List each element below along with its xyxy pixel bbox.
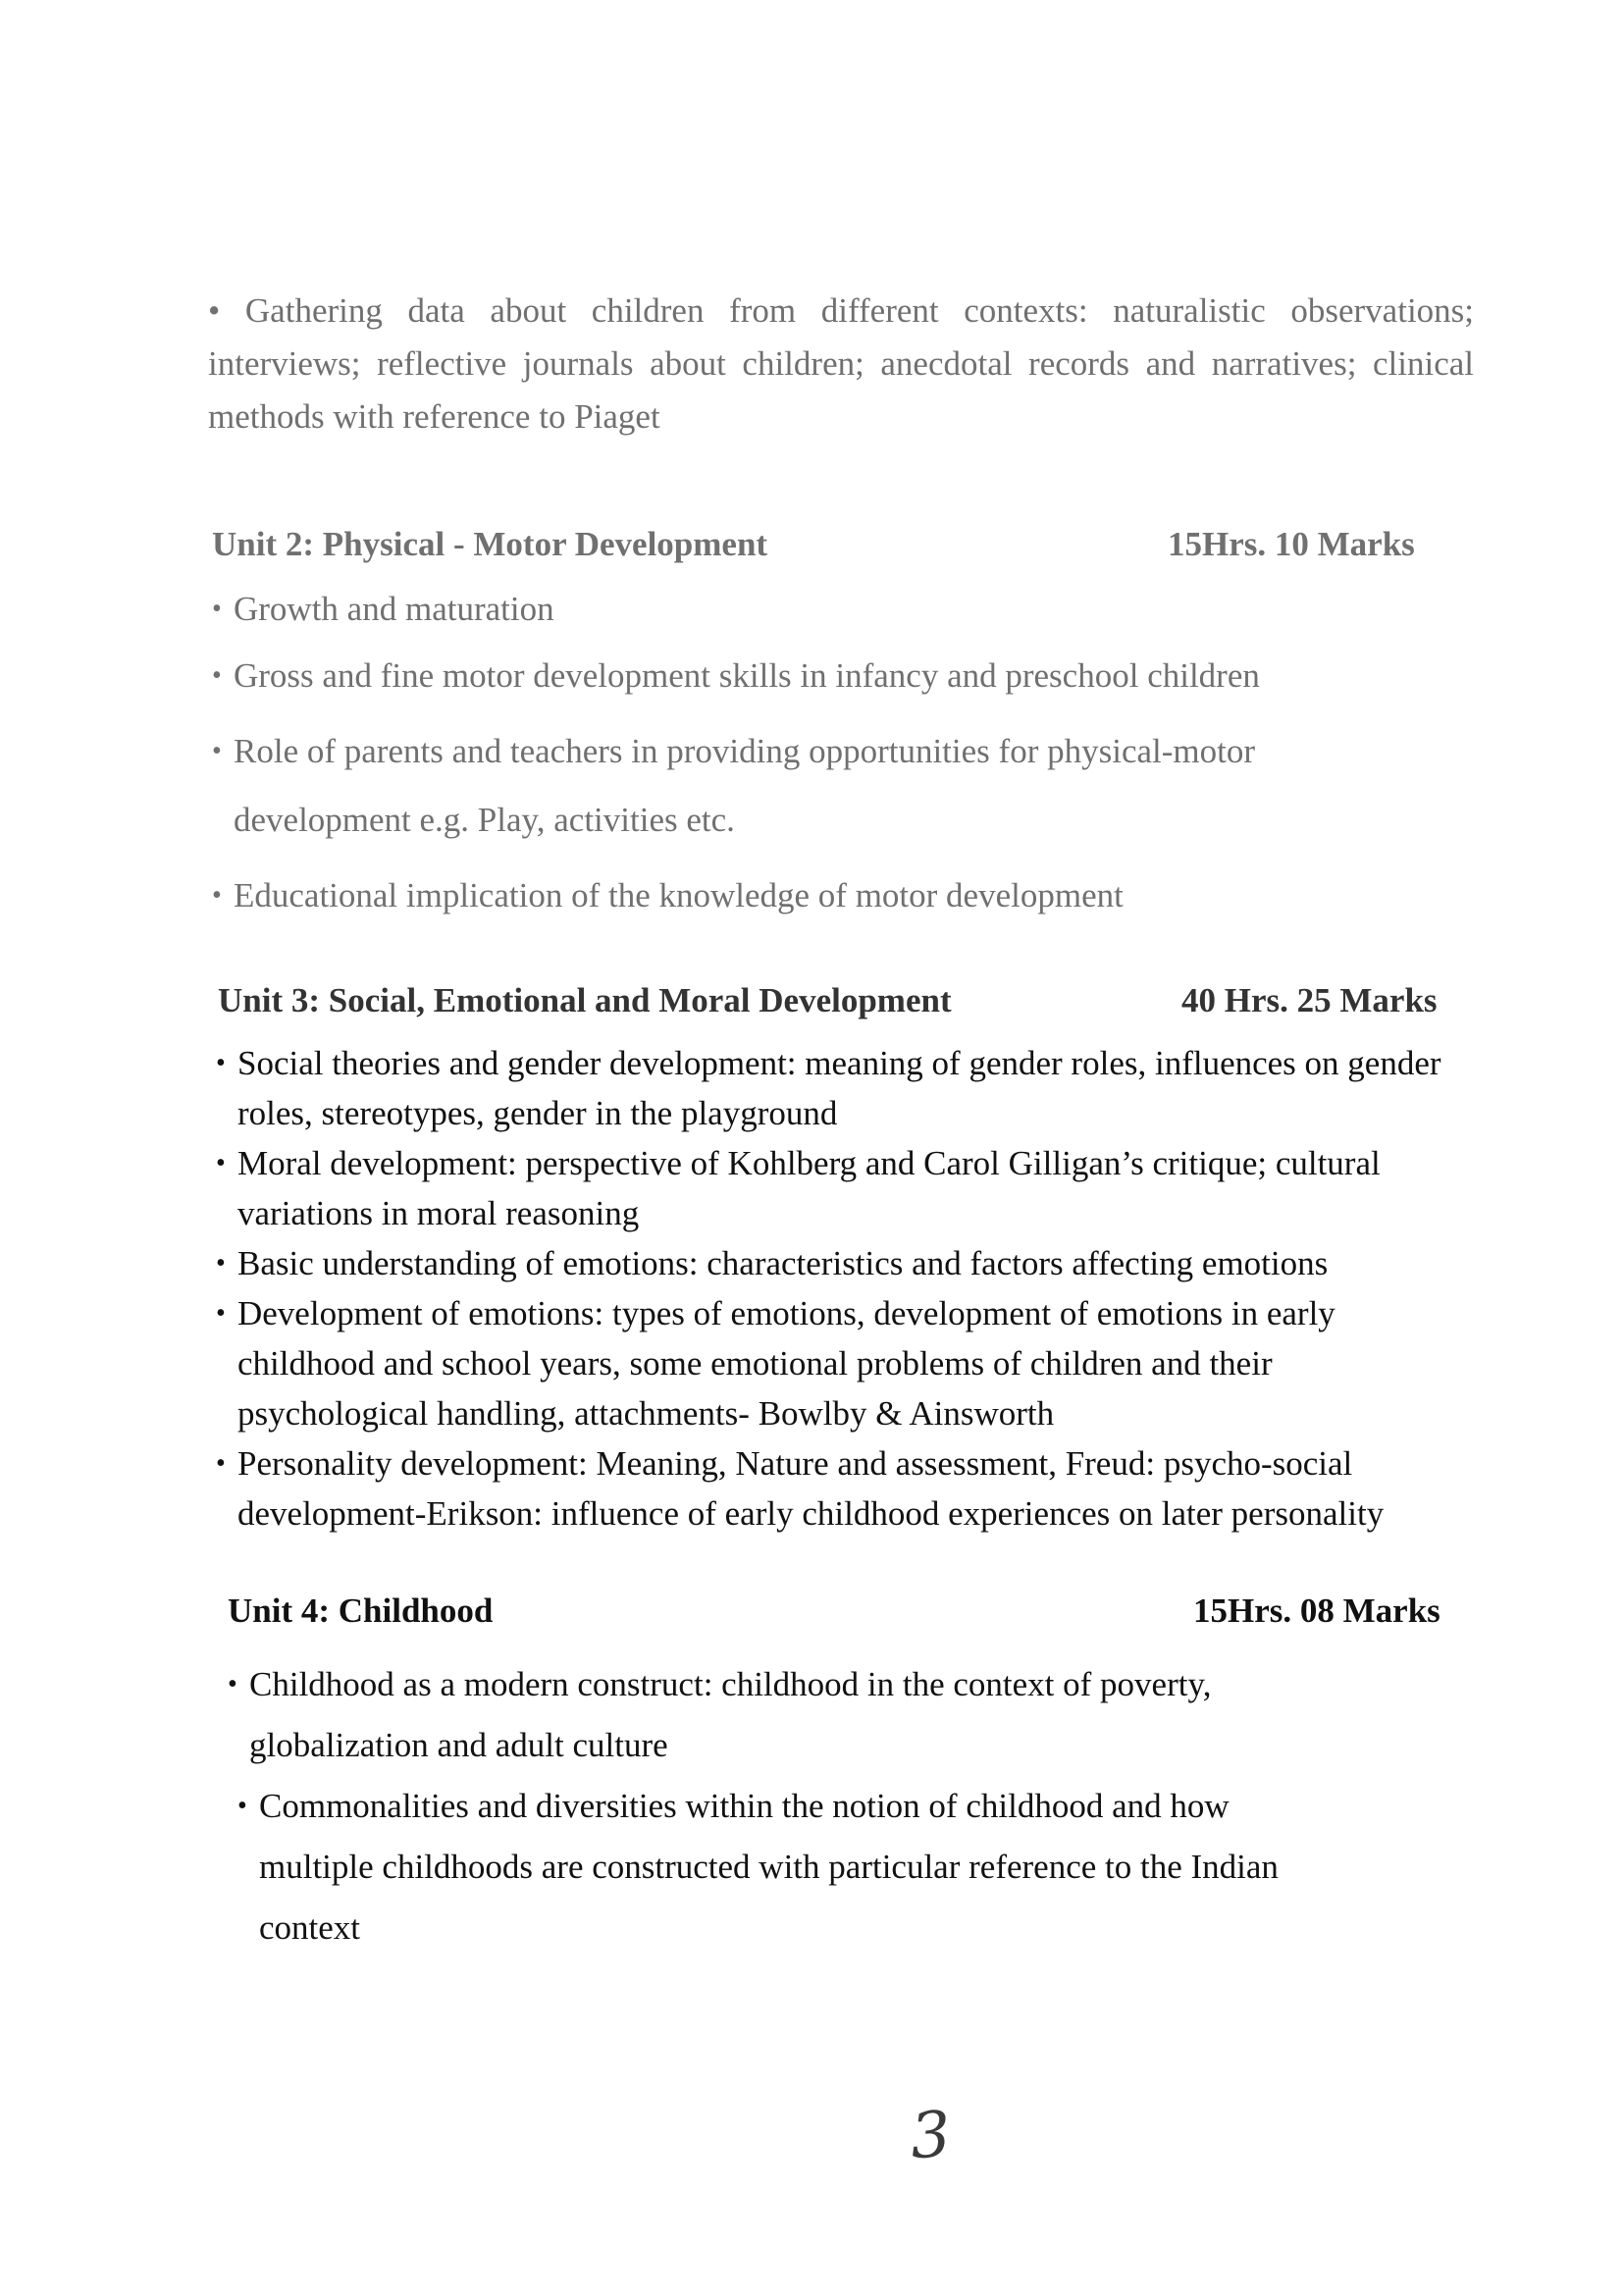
bullet-icon: • <box>216 1448 226 1479</box>
list-item: • Moral development: perspective of Kohlberg and Carol Gilligan’s critique; cultural variations in moral reasoning <box>216 1138 1492 1238</box>
list-item: • Role of parents and teachers in providing opportunities for physical-motor development e.g. Play, activities etc. <box>212 717 1350 855</box>
list-item: • Gross and fine motor development skills in infancy and preschool children <box>212 651 1350 702</box>
bullet-icon: • <box>216 1298 226 1329</box>
bullet-icon: • <box>208 291 221 330</box>
bullet-icon: • <box>212 736 222 766</box>
bullet-icon: • <box>212 880 222 911</box>
bullet-icon: • <box>212 660 222 691</box>
list-item: • Development of emotions: types of emotions, development of emotions in early childhood and school years, some emotional problems of children and their psychological handling, attachments- Bowlby & Ainsworth <box>216 1288 1492 1438</box>
bullet-icon: • <box>216 1048 226 1078</box>
intro-text: Gathering data about children from different contexts: naturalistic observations; interviews; reflective journals about children; anecdotal records and narratives; clinical methods with reference to Piaget <box>208 291 1475 436</box>
unit-hours-marks: 40 Hrs. 25 Marks <box>1181 981 1438 1019</box>
unit-hours-marks: 15Hrs. 10 Marks <box>1168 525 1415 563</box>
list-item: • Basic understanding of emotions: characteristics and factors affecting emotions <box>216 1238 1492 1288</box>
unit-heading <box>228 1592 1484 1635</box>
bullet-icon: • <box>212 594 222 624</box>
page-number: 3 <box>908 2098 954 2174</box>
bullet-icon: • <box>216 1248 226 1278</box>
unit-heading <box>218 981 1474 1024</box>
list-item: • Growth and maturation <box>212 584 1350 635</box>
unit-topic-list <box>228 1654 1336 1958</box>
bullet-icon: • <box>228 1669 237 1699</box>
unit-title: Unit 4: Childhood <box>228 1592 494 1630</box>
unit-topic-list <box>216 1038 1492 1539</box>
list-item: • Childhood as a modern construct: childhood in the context of poverty, globalization and adult culture <box>228 1654 1336 1776</box>
list-item: • Commonalities and diversities within the notion of childhood and how multiple childhoods are constructed with particular reference to the Indian context <box>237 1776 1336 1958</box>
list-item: • Educational implication of the knowledge of motor development <box>212 870 1350 921</box>
unit-title: Unit 2: Physical - Motor Development <box>212 525 768 563</box>
intro-paragraph <box>208 285 1474 444</box>
list-item: • Social theories and gender development: meaning of gender roles, influences on gender roles, stereotypes, gender in the playground <box>216 1038 1492 1138</box>
bullet-icon: • <box>237 1791 247 1821</box>
bullet-icon: • <box>216 1148 226 1178</box>
list-item: • Personality development: Meaning, Nature and assessment, Freud: psycho-social development-Erikson: influence of early childhood experiences on later personality <box>216 1438 1492 1539</box>
unit-topic-list <box>212 584 1350 921</box>
unit-title: Unit 3: Social, Emotional and Moral Development <box>218 981 952 1019</box>
unit-heading <box>212 525 1439 568</box>
unit-hours-marks: 15Hrs. 08 Marks <box>1193 1592 1440 1630</box>
